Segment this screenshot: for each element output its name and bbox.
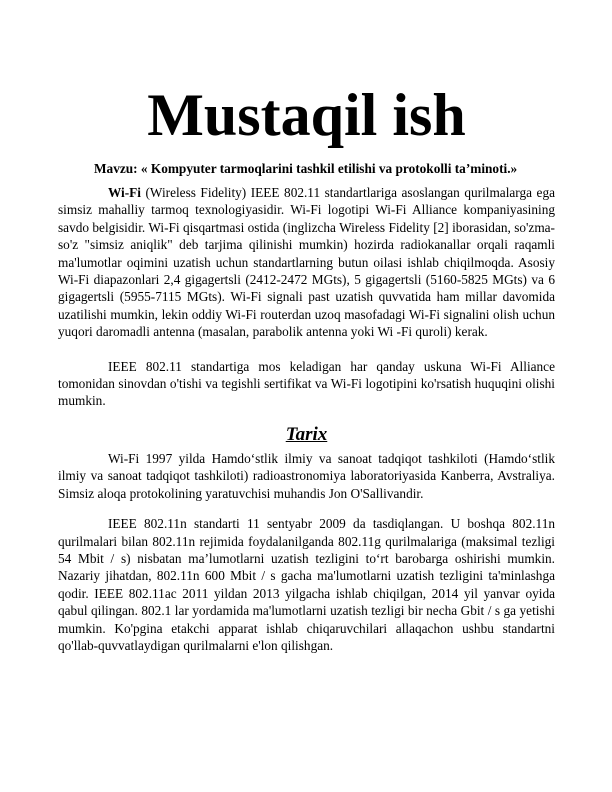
paragraph-history-origin: Wi-Fi 1997 yilda Hamdo‘stlik ilmiy va sanoat tadqiqot tashkiloti (Hamdo‘stlik ilmiy va sanoat tadqiqot tashkiloti) radioastronomiya laboratoriyasida Kanberra, Avstraliya. Simsiz aloqa protokolining yaratuvchisi muhandis Jon O'Sallivandir. [58, 450, 555, 501]
paragraph-wifi-intro [58, 184, 555, 341]
document-title: Mustaqil ish [147, 82, 466, 148]
topic-line: Mavzu: « Kompyuter tarmoqlarini tashkil etilishi va protokolli ta’minoti.» [94, 161, 518, 176]
wifi-term: Wi-Fi [108, 185, 141, 200]
paragraph-standards: IEEE 802.11n standarti 11 sentyabr 2009 da tasdiqlangan. U boshqa 802.11n qurilmalari bilan 802.11n rejimida foydalanilganda 802.11g qurilmalariga (maksimal tezligi 54 Mbit / s) nisbatan ma’lumotlarni uzatish tezligini to‘rt barobarga oshirishi mumkin. Nazariy jihatdan, 802.11n 600 Mbit / s gacha ma'lumotlarni uzatish tezligini ta'minlashga qodir. IEEE 802.11ac 2011 yildan 2013 yilgacha ishlab chiqilgan, 2014 yil yanvar oyida qabul qilingan. 802.1 lar yordamida ma'lumotlarni uzatish tezligi bir necha Gbit / s ga yetishi mumkin. Ko'pgina etakchi apparat ishlab chiqaruvchilari allaqachon ushbu standartni qo'llab-quvvatlaydigan qurilmalarni e'lon qilishgan. [58, 516, 555, 653]
section-heading-history: Tarix [285, 423, 328, 445]
paragraph-certification: IEEE 802.11 standartiga mos keladigan har qanday uskuna Wi-Fi Alliance tomonidan sinovdan o'tishi va tegishli sertifikat va Wi-Fi logotipini ko'rsatish huquqini olishi mumkin. [58, 358, 555, 409]
wifi-intro-text: (Wireless Fidelity) IEEE 802.11 standartlariga asoslangan qurilmalarga ega simsiz mahalliy tarmoq texnologiyasidir. Wi-Fi logotipi Wi-Fi Alliance kompaniyasining savdo belgisidir. Wi-Fi qisqartmasi ostida (inglizcha Wireless Fidelity [2] iborasidan, so'zma-so'z "simsiz aniqlik" deb tarjima qilinishi mumkin) hozirda radiokanallar orqali raqamli ma'lumotlar oqimini uzatish uchun standartlarning butun oilasi ishlab chiqilmoqda. Asosiy Wi-Fi diapazonlari 2,4 gigagertsli (2412-2472 MGts), 5 gigagertsli (5160-5825 MGts) va 6 gigagertsli (5955-7115 MGts). Wi-Fi signali past uzatish quvvatida ham millar davomida uzatilishi mumkin, lekin oddiy Wi-Fi routerdan uzoq masofadagi Wi-Fi signalini olish uchun yuqori daromadli antenna (masalan, parabolik antenna yoki Wi -Fi quroli) kerak. [58, 185, 555, 340]
